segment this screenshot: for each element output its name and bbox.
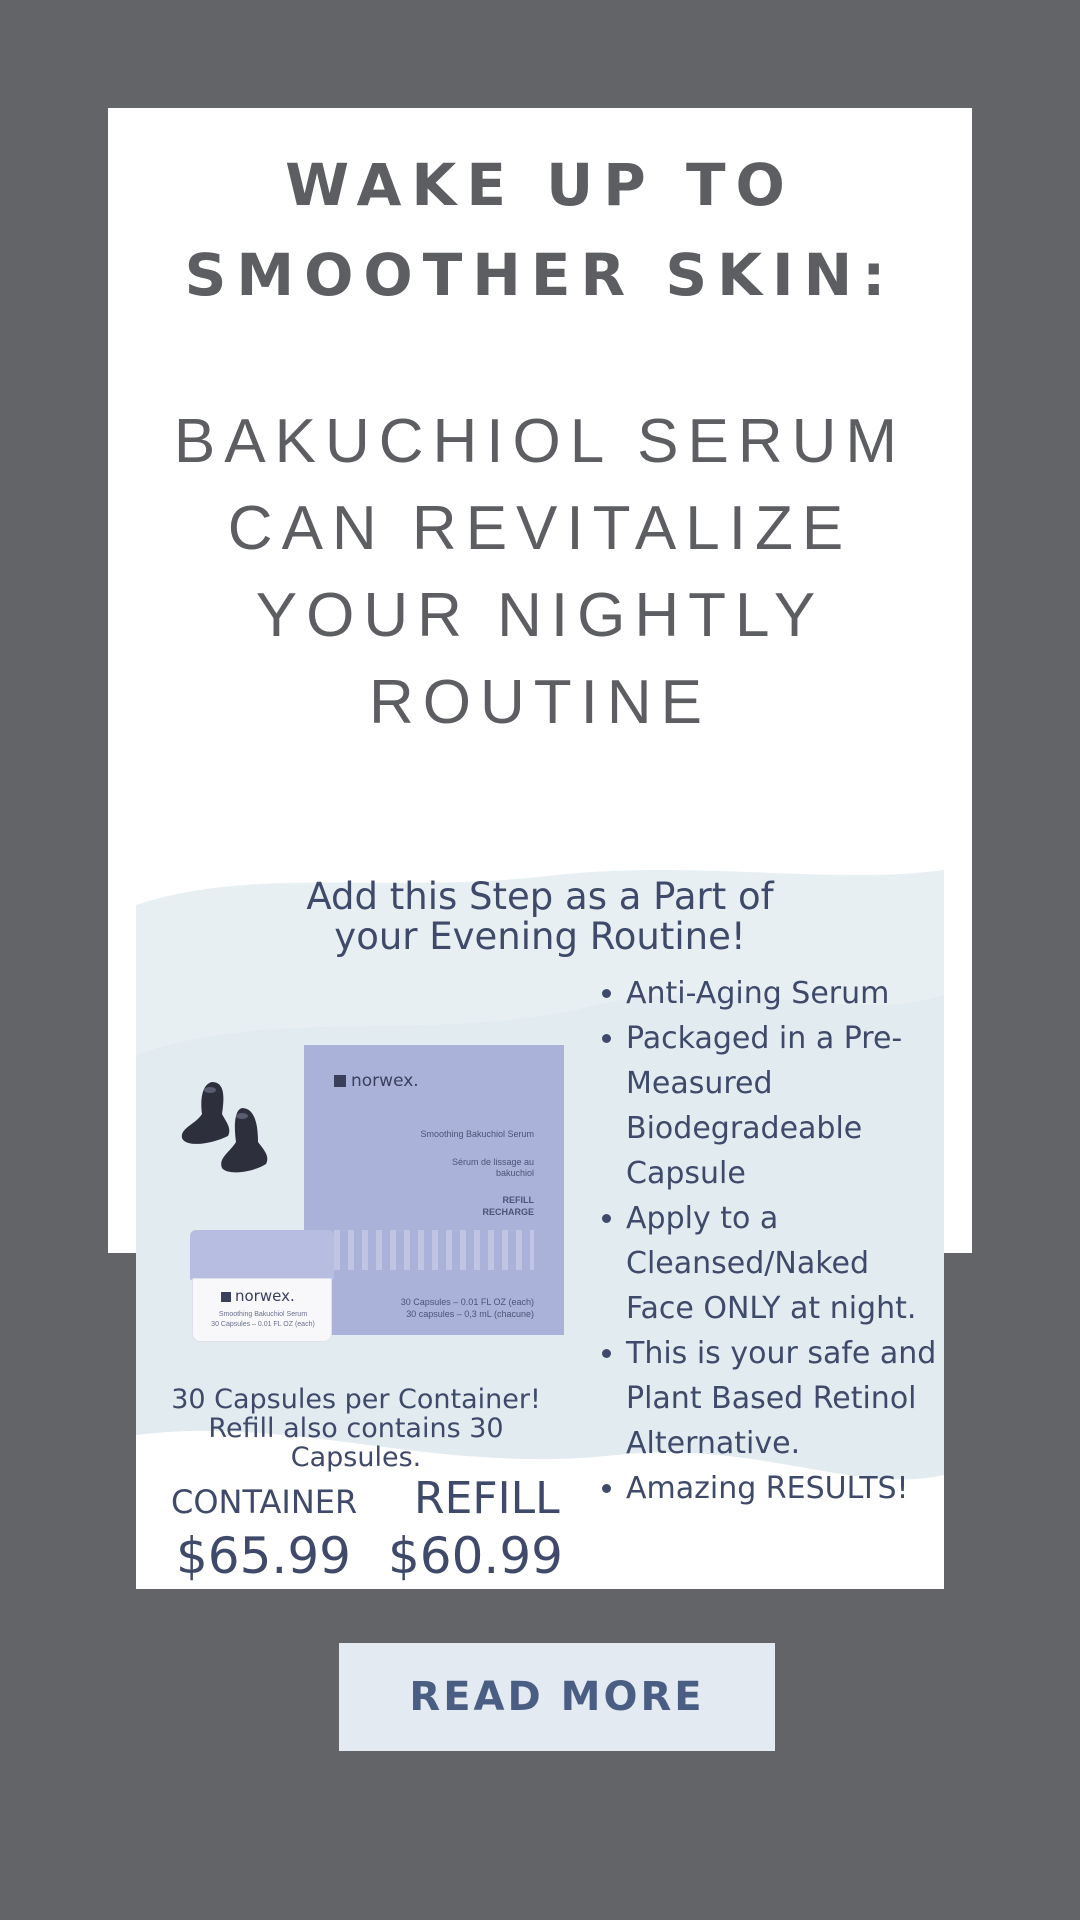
brand-logo-icon bbox=[334, 1075, 346, 1087]
container-price-label: CONTAINER bbox=[171, 1483, 358, 1521]
jar-body bbox=[192, 1278, 332, 1342]
capsule-count-line-1: 30 Capsules per Container! bbox=[171, 1384, 541, 1415]
jar-brand bbox=[221, 1287, 295, 1305]
subheadline-line-2: CAN REVITALIZE bbox=[227, 494, 853, 563]
subheadline-line-3: YOUR NIGHTLY bbox=[255, 581, 825, 650]
refill-pouch bbox=[304, 1045, 564, 1335]
capsule-icon bbox=[172, 1070, 302, 1200]
pouch-quantity-en: 30 Capsules – 0.01 FL OZ (each) bbox=[400, 1297, 534, 1307]
list-item: Apply to a Cleansed/Naked Face ONLY at night. bbox=[598, 1196, 938, 1331]
headline-line-2: SMOOTHER SKIN: bbox=[184, 241, 896, 309]
promo-image bbox=[136, 855, 944, 1589]
pouch-refill-en: REFILL bbox=[502, 1195, 534, 1205]
pouch-pattern bbox=[334, 1230, 534, 1270]
pouch-product-fr: Sérum de lissage au bakuchiol bbox=[451, 1157, 534, 1178]
promo-title bbox=[136, 877, 944, 957]
refill-price-label: REFILL bbox=[414, 1473, 560, 1524]
pouch-brand-text: norwex. bbox=[351, 1071, 419, 1091]
jar-brand-text: norwex. bbox=[235, 1287, 295, 1305]
brand-logo-icon bbox=[221, 1292, 231, 1302]
jar-lid bbox=[190, 1230, 334, 1280]
subheadline-line-4: ROUTINE bbox=[369, 668, 711, 737]
benefits-list bbox=[598, 971, 938, 1511]
list-item: Packaged in a Pre-Measured Biodegradeable Capsule bbox=[598, 1016, 938, 1196]
container-price: $65.99 bbox=[176, 1527, 351, 1585]
capsule-count-line-2: Refill also contains 30 bbox=[208, 1413, 504, 1444]
serum-container-jar bbox=[190, 1230, 334, 1342]
list-item: Amazing RESULTS! bbox=[598, 1466, 938, 1511]
promo-title-line-1: Add this Step as a Part of bbox=[306, 875, 774, 918]
jar-quantity: 30 Capsules – 0.01 FL OZ (each) bbox=[211, 1321, 315, 1328]
refill-price: $60.99 bbox=[388, 1527, 563, 1585]
list-item: This is your safe and Plant Based Retinol Alternative. bbox=[598, 1331, 938, 1466]
headline bbox=[108, 140, 972, 320]
headline-line-1: WAKE UP TO bbox=[285, 151, 795, 219]
read-more-button[interactable]: READ MORE bbox=[339, 1643, 775, 1751]
subheadline bbox=[108, 398, 972, 746]
pouch-refill-fr: RECHARGE bbox=[482, 1207, 534, 1217]
pouch-quantity-fr: 30 capsules – 0,3 mL (chacune) bbox=[406, 1309, 534, 1319]
subheadline-line-1: BAKUCHIOL SERUM bbox=[173, 407, 907, 476]
capsule-count-line-3: Capsules. bbox=[290, 1442, 422, 1473]
pouch-product-en: Smoothing Bakuchiol Serum bbox=[420, 1129, 534, 1139]
jar-label: Smoothing Bakuchiol Serum bbox=[218, 1311, 308, 1318]
list-item: Anti-Aging Serum bbox=[598, 971, 938, 1016]
pouch-brand bbox=[334, 1071, 419, 1091]
capsule-count-note bbox=[156, 1385, 556, 1472]
promo-title-line-2: your Evening Routine! bbox=[334, 915, 746, 958]
